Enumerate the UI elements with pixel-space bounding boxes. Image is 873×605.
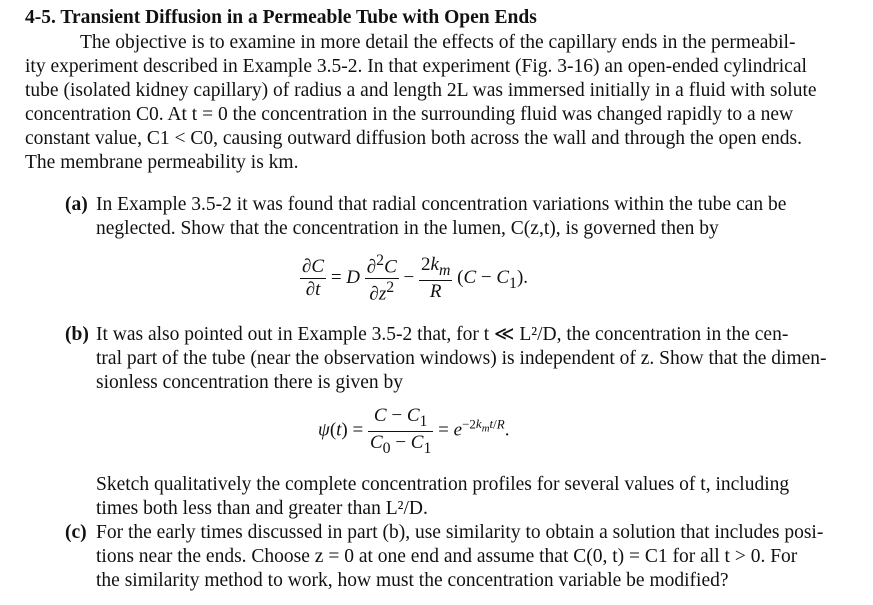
part-b-line-2: tral part of the tube (near the observation windows) is independent of z. Show that the dimen-	[96, 348, 827, 369]
intro-line-6: The membrane permeability is km.	[25, 152, 299, 173]
part-c-line-2: tions near the ends. Choose z = 0 at one end and assume that C(0, t) = C1 for all t > 0. For	[96, 546, 798, 567]
part-a-line-1: In Example 3.5-2 it was found that radial concentration variations within the tube can be	[96, 194, 787, 215]
part-a-equation-text	[300, 252, 550, 308]
part-b-label: (b)	[65, 324, 89, 345]
part-c-label: (c)	[65, 522, 87, 543]
problem-title: 4-5. Transient Diffusion in a Permeable Tube with Open Ends	[25, 7, 537, 28]
part-a-line-2: neglected. Show that the concentration in the lumen, C(z,t), is governed then by	[96, 218, 719, 239]
part-b-line-1: It was also pointed out in Example 3.5-2 that, for t ≪ L²/D, the concentration in the cen-	[96, 324, 789, 345]
intro-line-2: ity experiment described in Example 3.5-2. In that experiment (Fig. 3-16) an open-ended cylindrical	[25, 56, 807, 77]
intro-line-4: concentration C0. At t = 0 the concentration in the surrounding fluid was changed rapidly to a new	[25, 104, 794, 125]
part-b-sketch-1: Sketch qualitatively the complete concentration profiles for several values of t, including	[96, 474, 790, 495]
part-b-equation-text	[318, 405, 568, 461]
intro-line-3: tube (isolated kidney capillary) of radius a and length 2L was immersed initially in a fluid with solute	[25, 80, 817, 101]
part-a-label: (a)	[65, 194, 88, 215]
part-c-line-1: For the early times discussed in part (b), use similarity to obtain a solution that includes posi-	[96, 522, 824, 543]
part-b-line-3: sionless concentration there is given by	[96, 372, 404, 393]
part-b-sketch-2: times both less than and greater than L²/D.	[96, 498, 428, 519]
intro-line-1: The objective is to examine in more detail the effects of the capillary ends in the permeabil-	[80, 32, 796, 53]
part-b-equation: ψ(t) = $\frac{C - C_1}{C_0 - C_1}$ = $e^{-2k_mt/R}$.	[318, 405, 509, 458]
part-a-equation: $\frac{\partial C}{\partial t}$ = D $\frac{\partial^2C}{\partial z^2}$ − $\frac{2k_m}{R}$ $(C - C_1)$.	[300, 252, 528, 306]
part-c-line-3: the similarity method to work, how must the concentration variable be modified?	[96, 570, 729, 591]
intro-line-5: constant value, C1 < C0, causing outward diffusion both across the wall and through the open ends.	[25, 128, 802, 149]
